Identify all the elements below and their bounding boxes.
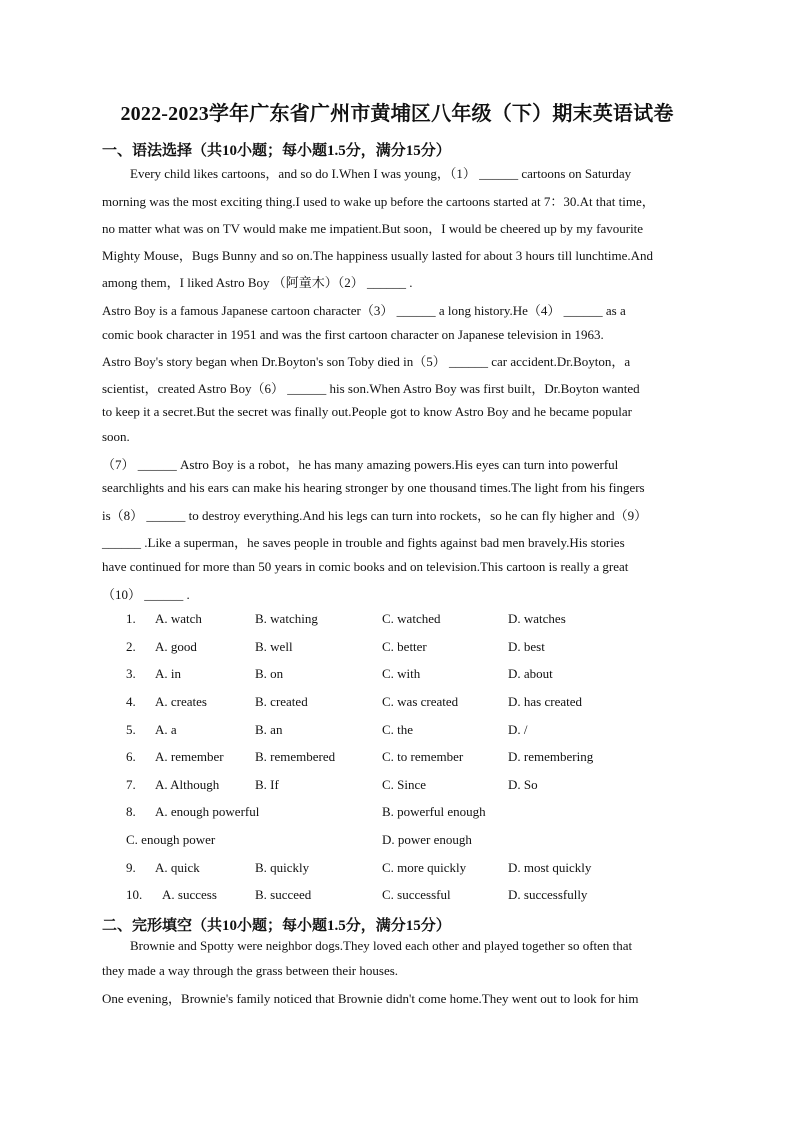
option-a[interactable]: A. a — [155, 722, 177, 737]
question-number: 7. — [126, 777, 136, 792]
option-a[interactable]: A. in — [155, 666, 181, 681]
option-a[interactable]: A. Although — [155, 777, 220, 792]
option-c[interactable]: C. more quickly — [382, 860, 467, 875]
option-d[interactable]: D. about — [508, 666, 553, 681]
option-d[interactable]: D. watches — [508, 611, 566, 626]
option-c[interactable]: C. to remember — [382, 749, 464, 764]
option-b[interactable]: B. succeed — [255, 887, 312, 902]
passage-line: no matter what was on TV would make me impatient.But soon，I would be cheered up by my favourite — [102, 221, 644, 236]
passage-line: they made a way through the grass between their houses. — [102, 963, 399, 978]
passage-line: Brownie and Spotty were neighbor dogs.They loved each other and played together so often that — [130, 938, 633, 953]
option-d[interactable]: D. most quickly — [508, 860, 592, 875]
question-number: 4. — [126, 694, 136, 709]
option-d[interactable]: D. So — [508, 777, 538, 792]
passage-line: morning was the most exciting thing.I used to wake up before the cartoons started at 7：30.At that time， — [102, 194, 655, 209]
option-b[interactable]: B. well — [255, 639, 293, 654]
passage-line: to keep it a secret.But the secret was finally out.People got to know Astro Boy and he became popular — [102, 404, 632, 419]
option-d[interactable]: D. / — [508, 722, 528, 737]
question-number: 1. — [126, 611, 136, 626]
question-number: 9. — [126, 860, 136, 875]
option-b[interactable]: B. quickly — [255, 860, 310, 875]
option-b[interactable]: B. on — [255, 666, 284, 681]
option-a[interactable]: A. good — [155, 639, 197, 654]
option-d[interactable]: D. remembering — [508, 749, 594, 764]
option-d[interactable]: D. best — [508, 639, 545, 654]
passage-line: searchlights and his ears can make his hearing stronger by one thousand times.The light from his fingers — [102, 480, 645, 495]
passage-line: （7） ______ Astro Boy is a robot，he has many amazing powers.His eyes can turn into powerful — [102, 457, 619, 472]
section2-heading: 二、完形填空（共10小题；每小题1.5分，满分15分） — [102, 918, 451, 934]
question-number: 2. — [126, 639, 136, 654]
option-b[interactable]: B. watching — [255, 611, 318, 626]
option-b[interactable]: B. remembered — [255, 749, 336, 764]
passage-line: （10） ______ . — [102, 587, 190, 602]
option-c[interactable]: C. Since — [382, 777, 427, 792]
option-c[interactable]: C. successful — [382, 887, 451, 902]
passage-line: Astro Boy's story began when Dr.Boyton's son Toby died in（5） ______ car accident.Dr.Boyton，a — [102, 354, 631, 369]
passage-line: is（8） ______ to destroy everything.And his legs can turn into rockets，so he can fly higher and（9） — [102, 508, 648, 523]
passage-line: One evening，Brownie's family noticed that Brownie didn't come home.They went out to look for him — [102, 991, 639, 1006]
option-a[interactable]: A. watch — [155, 611, 202, 626]
option-d[interactable]: D. has created — [508, 694, 582, 709]
option-b[interactable]: B. If — [255, 777, 279, 792]
option-a[interactable]: A. success — [162, 887, 217, 902]
passage-line: scientist，created Astro Boy（6） ______ his son.When Astro Boy was first built，Dr.Boyton wanted — [102, 381, 640, 396]
passage-line: ______ .Like a superman，he saves people in trouble and fights against bad men bravely.His stories — [102, 535, 625, 550]
question-number: 10. — [126, 887, 143, 902]
question-number: 5. — [126, 722, 136, 737]
section1-heading: 一、语法选择（共10小题；每小题1.5分，满分15分） — [102, 143, 451, 159]
passage-line: Astro Boy is a famous Japanese cartoon character（3） ______ a long history.He（4） ______ as a — [102, 303, 626, 318]
passage-line: Mighty Mouse，Bugs Bunny and so on.The happiness usually lasted for about 3 hours till lunchtime.And — [102, 248, 654, 263]
passage-line: soon. — [102, 429, 130, 444]
option-b[interactable]: B. an — [255, 722, 283, 737]
exam-title: 2022-2023学年广东省广州市黄埔区八年级（下）期末英语试卷 — [120, 103, 674, 125]
option-c[interactable]: C. the — [382, 722, 414, 737]
option-c[interactable]: C. better — [382, 639, 427, 654]
option-c[interactable]: C. enough power — [126, 832, 216, 847]
option-a[interactable]: A. enough powerful — [155, 804, 260, 819]
passage-line: Every child likes cartoons，and so do I.When I was young，（1） ______ cartoons on Saturday — [130, 166, 632, 181]
option-b[interactable]: B. created — [255, 694, 308, 709]
option-c[interactable]: C. was created — [382, 694, 459, 709]
question-number: 3. — [126, 666, 136, 681]
option-c[interactable]: C. with — [382, 666, 421, 681]
passage-line: among them，I liked Astro Boy （阿童木）（2） ______ . — [102, 275, 413, 290]
option-a[interactable]: A. quick — [155, 860, 200, 875]
passage-line: have continued for more than 50 years in comic books and on television.This cartoon is really a great — [102, 559, 629, 574]
question-number: 8. — [126, 804, 136, 819]
option-c[interactable]: C. watched — [382, 611, 441, 626]
option-a[interactable]: A. creates — [155, 694, 207, 709]
option-d[interactable]: D. successfully — [508, 887, 588, 902]
passage-line: comic book character in 1951 and was the first cartoon character on Japanese television in 1963. — [102, 327, 604, 342]
option-d[interactable]: D. power enough — [382, 832, 472, 847]
option-a[interactable]: A. remember — [155, 749, 224, 764]
option-b[interactable]: B. powerful enough — [382, 804, 486, 819]
question-number: 6. — [126, 749, 136, 764]
